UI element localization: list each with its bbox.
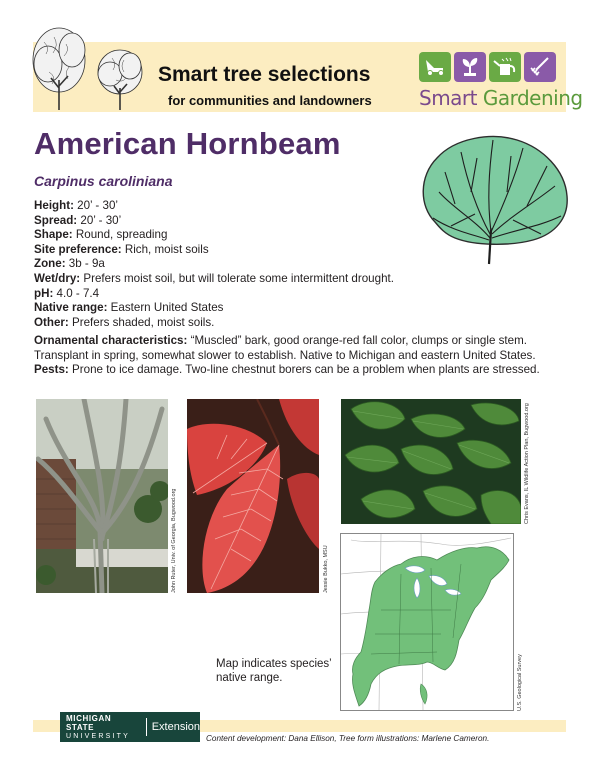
fact-height: Height: 20’ - 30’ xyxy=(34,199,118,212)
fall-leaves-photo xyxy=(187,399,319,593)
tree-sketch-illustration xyxy=(24,22,154,114)
green-leaves-photo xyxy=(341,399,521,524)
fact-spread: Spread: 20’ - 30’ xyxy=(34,213,122,227)
header-title: Smart tree selections xyxy=(158,63,371,86)
fact-ph: pH: 4.0 - 7.4 xyxy=(34,286,100,300)
msu-extension-logo: MICHIGAN STATE UNIVERSITY Extension xyxy=(60,712,200,742)
fact-zone: Zone: 3b - 9a xyxy=(34,257,105,271)
native-range-map xyxy=(340,533,514,711)
pests-text: Pests: Prone to ice damage. Two-line chestnut borers can be a problem when plants are stressed. xyxy=(34,363,540,377)
map-caption: Map indicates species’ native range. xyxy=(216,658,332,684)
watering-can-icon xyxy=(489,52,521,82)
smart-gardening-logo xyxy=(419,52,583,114)
map-credit: U.S. Geological Survey xyxy=(517,654,523,711)
ornamental-characteristics xyxy=(34,334,569,378)
fact-shape: Shape: Round, spreading xyxy=(34,228,168,242)
species-common-name: American Hornbeam xyxy=(34,126,341,161)
seedling-icon xyxy=(454,52,486,82)
fall-leaves-photo-credit: Jessie Bukko, MSU xyxy=(323,545,329,593)
mower-icon xyxy=(419,52,451,82)
header-subtitle: for communities and landowners xyxy=(168,93,372,108)
fact-native-range: Native range: Eastern United States xyxy=(34,301,224,315)
species-facts xyxy=(34,199,394,330)
ornamental-text: Ornamental characteristics: “Muscled” bark, good orange-red fall color, clumps or single stem. Transplant in spring, somewhat slower to establish. Native to Michigan and eastern United States. xyxy=(34,334,536,362)
trunk-photo-credit: John Ruter, Univ. of Georgia, Bugwood.org xyxy=(171,488,177,593)
trunk-photo xyxy=(36,399,168,593)
footer-credit: Content development: Dana Ellison, Tree form illustrations: Marlene Cameron. xyxy=(206,734,490,743)
fact-other: Other: Prefers shaded, moist soils. xyxy=(34,315,215,329)
tree-form-illustration xyxy=(415,130,571,268)
smart-gardening-wordmark: Smart Gardening xyxy=(419,86,583,110)
rake-icon xyxy=(524,52,556,82)
green-leaves-photo-credit: Chris Evans, IL Wildlife Action Plan, Bugwood.org xyxy=(524,403,530,524)
fact-wet-dry: Wet/dry: Prefers moist soil, but will tolerate some intermittent drought. xyxy=(34,271,394,285)
species-latin-name: Carpinus caroliniana xyxy=(34,173,173,189)
fact-site-preference: Site preference: Rich, moist soils xyxy=(34,242,209,256)
